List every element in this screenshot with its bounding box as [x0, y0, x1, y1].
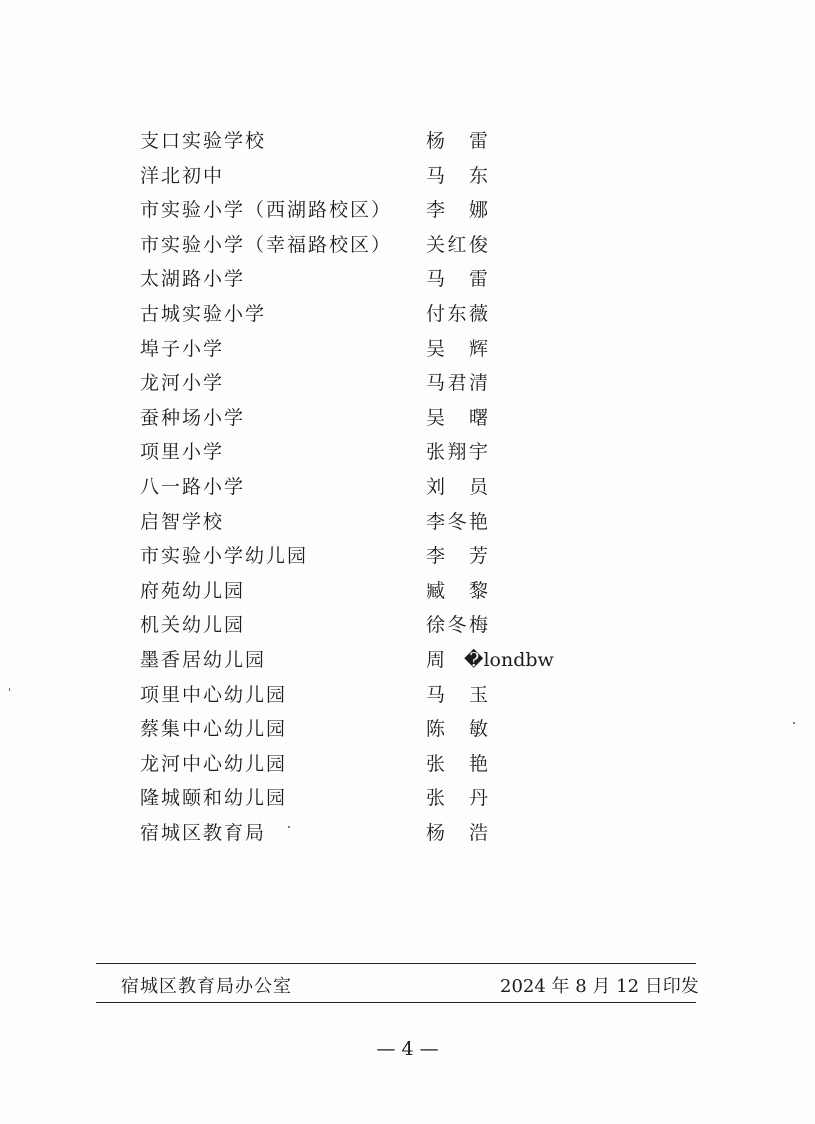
organization-name: 蔡集中心幼儿园 — [140, 718, 288, 741]
organization-name: 埠子小学 — [140, 337, 225, 360]
organization-name: 府苑幼儿园 — [140, 579, 246, 602]
person-name: 吴 曙 — [426, 406, 488, 429]
scan-speck — [9, 688, 10, 691]
person-name: 张 丹 — [426, 787, 488, 810]
organization-name: 洋北初中 — [140, 164, 225, 187]
person-name: 李 娜 — [426, 199, 488, 222]
list-item — [140, 435, 560, 470]
person-name: 臧 黎 — [426, 579, 488, 602]
person-name: 张 艳 — [426, 752, 488, 775]
list-item — [140, 816, 560, 851]
organization-name: 隆城颐和幼儿园 — [140, 787, 288, 810]
list-item — [140, 608, 560, 643]
footer-top-rule — [96, 963, 696, 964]
organization-name: 龙河小学 — [140, 372, 225, 395]
organization-name: 蚕种场小学 — [140, 406, 246, 429]
list-item — [140, 505, 560, 540]
list-item — [140, 159, 560, 194]
organization-name: 市实验小学（幸福路校区） — [140, 233, 393, 256]
scan-speck — [288, 826, 290, 828]
page-number: — 4 — — [376, 1038, 439, 1060]
person-name: 杨 浩 — [426, 821, 488, 844]
list-item — [140, 228, 560, 263]
organization-name: 太湖路小学 — [140, 268, 246, 291]
organization-name: 机关幼儿园 — [140, 614, 246, 637]
list-item — [140, 124, 560, 159]
list-item — [140, 262, 560, 297]
list-item — [140, 193, 560, 228]
person-name: 周 �londbw — [426, 648, 554, 671]
organization-name: 市实验小学幼儿园 — [140, 545, 309, 568]
list-item — [140, 539, 560, 574]
person-name: 马 东 — [426, 164, 488, 187]
person-name: 马 玉 — [426, 683, 488, 706]
person-name: 关红俊 — [426, 233, 488, 256]
organization-name: 项里中心幼儿园 — [140, 683, 288, 706]
person-name: 付东薇 — [426, 302, 488, 325]
person-name: 吴 辉 — [426, 337, 488, 360]
list-item — [140, 781, 560, 816]
list-item — [140, 574, 560, 609]
person-name: 陈 敏 — [426, 718, 488, 741]
organization-name: 八一路小学 — [140, 475, 246, 498]
person-name: 张翔宇 — [426, 441, 488, 464]
person-name: 李冬艳 — [426, 510, 488, 533]
organization-name: 宿城区教育局 — [140, 821, 267, 844]
list-item — [140, 470, 560, 505]
organization-name: 项里小学 — [140, 441, 225, 464]
person-name: 刘 员 — [426, 475, 488, 498]
list-item — [140, 366, 560, 401]
issuer-name: 宿城区教育局办公室 — [121, 976, 292, 997]
person-name: 马 雷 — [426, 268, 488, 291]
scan-speck — [793, 722, 795, 724]
organization-name: 市实验小学（西湖路校区） — [140, 199, 393, 222]
list-item — [140, 747, 560, 782]
organization-name: 支口实验学校 — [140, 130, 267, 152]
organization-name: 启智学校 — [140, 510, 225, 533]
list-item — [140, 297, 560, 332]
list-item — [140, 401, 560, 436]
person-name: 马君清 — [426, 372, 488, 395]
list-item — [140, 643, 560, 678]
footer-bottom-rule — [96, 1002, 696, 1003]
organization-name: 墨香居幼儿园 — [140, 648, 267, 671]
organization-name: 古城实验小学 — [140, 302, 267, 325]
person-name: 杨 雷 — [426, 130, 488, 152]
issue-date: 2024 年 8 月 12 日印发 — [500, 976, 699, 997]
person-name: 徐冬梅 — [426, 614, 488, 637]
list-item — [140, 678, 560, 713]
list-item — [140, 712, 560, 747]
list-item — [140, 332, 560, 367]
person-name: 李 芳 — [426, 545, 488, 568]
organization-name: 龙河中心幼儿园 — [140, 752, 288, 775]
personnel-list — [140, 124, 560, 850]
